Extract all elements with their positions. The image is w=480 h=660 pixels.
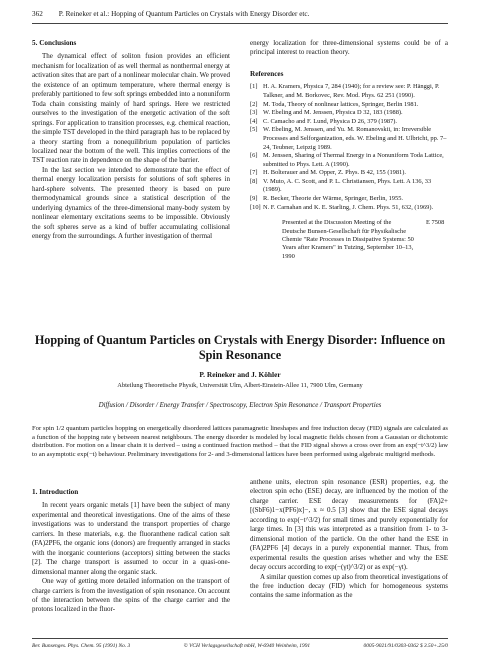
reference-item [250,195,448,204]
presented-note [282,219,448,261]
reference-text: M. Jenssen, Sharing of Thermal Energy in a Nonuniform Toda Lattice, submitted to Phys. Lett. A (1990). [263,152,444,168]
reference-item [250,152,448,169]
reference-number: [3] [250,109,258,117]
running-title: P. Reineker et al.: Hopping of Quantum Particles on Crystals with Energy Disorder etc. [58,10,310,18]
conclusions-paragraph-2: In the last section we intended to demonstrate that the effect of thermal energy localization persists for solutions of soft spheres in hard-sphere solvents. The presented theory is based on pure thermodynamical grounds since a statistical description of the underlying dynamics of the three-dimensional many-body system by nonlinear elementary excitations seems to be impossible. Obviously the soft spheres serve as a kind of buffer accumulating collisional energy from the surroundings. A further investigation of thermal [32,165,230,241]
page-number: 362 [32,10,43,18]
reference-item [250,109,448,118]
reference-list [250,83,448,212]
introduction-right-paragraph-2: A similar question comes up also from theoretical investigations of the free induction decay (FID) which for homogeneous systems contains the same information as the [250,572,448,600]
reference-text: H. Bolterauer and M. Opper, Z. Phys. B 42, 155 (1981). [263,169,406,177]
reference-text: H. A. Kramers, Physica 7, 284 (1940); for a review see: P. Hänggi, P. Talkner, and M. Borkovec, Rev. Mod. Phys. 62 251 (1990). [263,83,440,99]
reference-number: [8] [250,177,258,185]
reference-text: M. Toda, Theory of nonlinear lattices, Springer, Berlin 1981. [263,100,419,108]
article-authors: P. Reineker and J. Köhler [199,370,281,379]
reference-number: [4] [250,117,258,125]
introduction-section [32,488,230,615]
reference-text: V. Muto, A. C. Scott, and P. L. Christiansen, Phys. Lett. A 136, 33 (1989). [263,177,432,194]
footer-rule [32,638,448,639]
reference-item [250,204,448,213]
reference-number: [6] [250,152,258,160]
conclusions-paragraph-1: The dynamical effect of soliton fusion provides an efficient mechanism for localization of as well thermal as nonthermal energy at activation sites that are part of a nonlinear molecular chain. We proved the existence of an optimum temperature, where thermal energy is preferably partitioned to few soft springs embedded into a nonuniform Toda chain consisting mainly of hard springs. Here we restricted ourselves to the investigation of the energetic activation of the soft springs. For application to transition processes, e.g. chemical reaction, the simple TST developed in the third paragraph has to be replaced by a theory starting from a nonequilibrium population of particles localized near the bottom of the well. This implies corrections of the TST reaction rate in dependence on the shape of the barrier. [32,52,230,165]
reference-item [250,169,448,178]
right-column-top [250,39,448,261]
reference-number: [5] [250,126,258,134]
reference-item [250,178,448,195]
reference-number: [7] [250,169,258,177]
reference-text: W. Ebeling and M. Jenssen, Physica D 32, 183 (1988). [263,109,403,117]
presented-text: Presented at the Discussion Meeting of the Deutsche Bunsen-Gesellschaft für Physikalische Chemie "Rate Processes in Dissipative Systems: 50 Years after Kramers" in Tutzing, September 10–13, 1990 [282,219,414,260]
article-title: Hopping of Quantum Particles on Crystals with Energy Disorder: Influence on Spin Resonance [34,333,446,362]
reference-number: [1] [250,83,258,91]
journal-citation: Ber. Bunsenges. Phys. Chem. 95 (1991) No. 3 [32,643,131,649]
author-affiliation: Abteilung Theoretische Physik, Universität Ulm, Albert-Einstein-Allee 11, 7900 Ulm, Germany [117,382,363,389]
introduction-continuation [250,478,448,601]
introduction-paragraph-1: In recent years organic metals [1] have been the subject of many experimental and theoretical investigations. One of the aims of these investigations was to understand the transport properties of charge carriers. In these materials, e.g. the fluoranthene radical cation salt (FA)2PF6, the organic ions (donors) are frequently arranged in stacks with the inorganic counterions (acceptors) sitting between the stacks [2]. The charge transport is assumed to occur in a quasi-one-dimensional manner along the organic stack. [32,501,230,576]
reference-number: [10] [250,203,261,211]
reference-number: [2] [250,100,258,108]
article-abstract: For spin 1/2 quantum particles hopping on energetically disordered lattices paramagnetic lineshapes and free induction decay (FID) signals are calculated as a function of the hopping rate γ between nearest neighbours. The energy disorder is modeled by local magnetic fields chosen from a Gaussian or dichotomic distribution. For motion on a linear chain it is derived – using a continued fraction method – that the FID signal shows a cross over from an exp(−t^3/2) law to an asymptotic exp(−t) behaviour. Preliminary investigations for 2- and 3-dimensional lattices have been performed using algebraic multigrid methods. [32,425,448,458]
reference-text: W. Ebeling, M. Jenssen, and Yu. M. Romanovskii, in: Irreversible Processes and Selforganization, eds. W. Ebeling and H. Ulbricht, pp. 7–24, Teubner, Leipzig 1989. [263,126,447,151]
conclusions-heading: 5. Conclusions [32,39,77,47]
conclusions-section [32,39,230,242]
reference-item [250,83,448,100]
issn-price: 0005-9021/91/0303-0362 $ 3.50+.25/0 [363,643,448,649]
article-keywords: Diffusion / Disorder / Energy Transfer / Spectroscopy, Electron Spin Resonance / Transport Properties [98,402,382,409]
reference-text: R. Becker, Theorie der Wärme, Springer, Berlin, 1955. [263,195,403,203]
introduction-right-paragraph-1: anthene units, electron spin resonance (ESR) properties, e.g. the electron spin echo (ESE) decay, are influenced by the motion of the charge carrier. ESE decay measurements for (FA)2+[(SbF6)1−x(PF6)x]−, x ≈ 0.5 [3] show that the ESE signal decays according to exp(−t^3/2) for small times and purely exponentially for large times. In [3] this was interpreted as a transition from 1- to 3-dimensional motion of the particle. On the other hand the ESE in (FA)2PF6 [4] decays in a purely exponential manner. Thus, from experimental results the question arises whether and why the ESE decay occurs according to exp(−(γt)^3/2) or as exp(−γt). [250,478,448,572]
introduction-paragraph-2: One way of getting more detailed information on the transport of charge carriers is from the investigation of spin resonance. On account of the interaction between the spins of the charge carrier and the protons localized in the fluor- [32,577,230,614]
publisher-copyright: © VCH Verlagsgesellschaft mbH, W-6940 Weinheim, 1991 [183,643,311,649]
reference-number: [9] [250,195,258,203]
reference-item [250,101,448,110]
manuscript-code: E 7508 [426,219,445,227]
reference-text: C. Camacho and F. Lund, Physica D 26, 379 (1987). [263,117,398,125]
references-heading: References [250,69,284,78]
conclusions-continuation: energy localization for three-dimensional systems could be of a principal interest to reaction theory. [250,39,448,57]
introduction-heading: 1. Introduction [32,488,79,496]
reference-item [250,126,448,152]
reference-text: N. F. Carnahan and K. E. Starling, J. Chem. Phys. 51, 632, (1969). [263,203,434,211]
running-header [32,10,448,18]
header-rule [32,23,448,24]
page-footer [32,643,448,649]
reference-item [250,118,448,127]
